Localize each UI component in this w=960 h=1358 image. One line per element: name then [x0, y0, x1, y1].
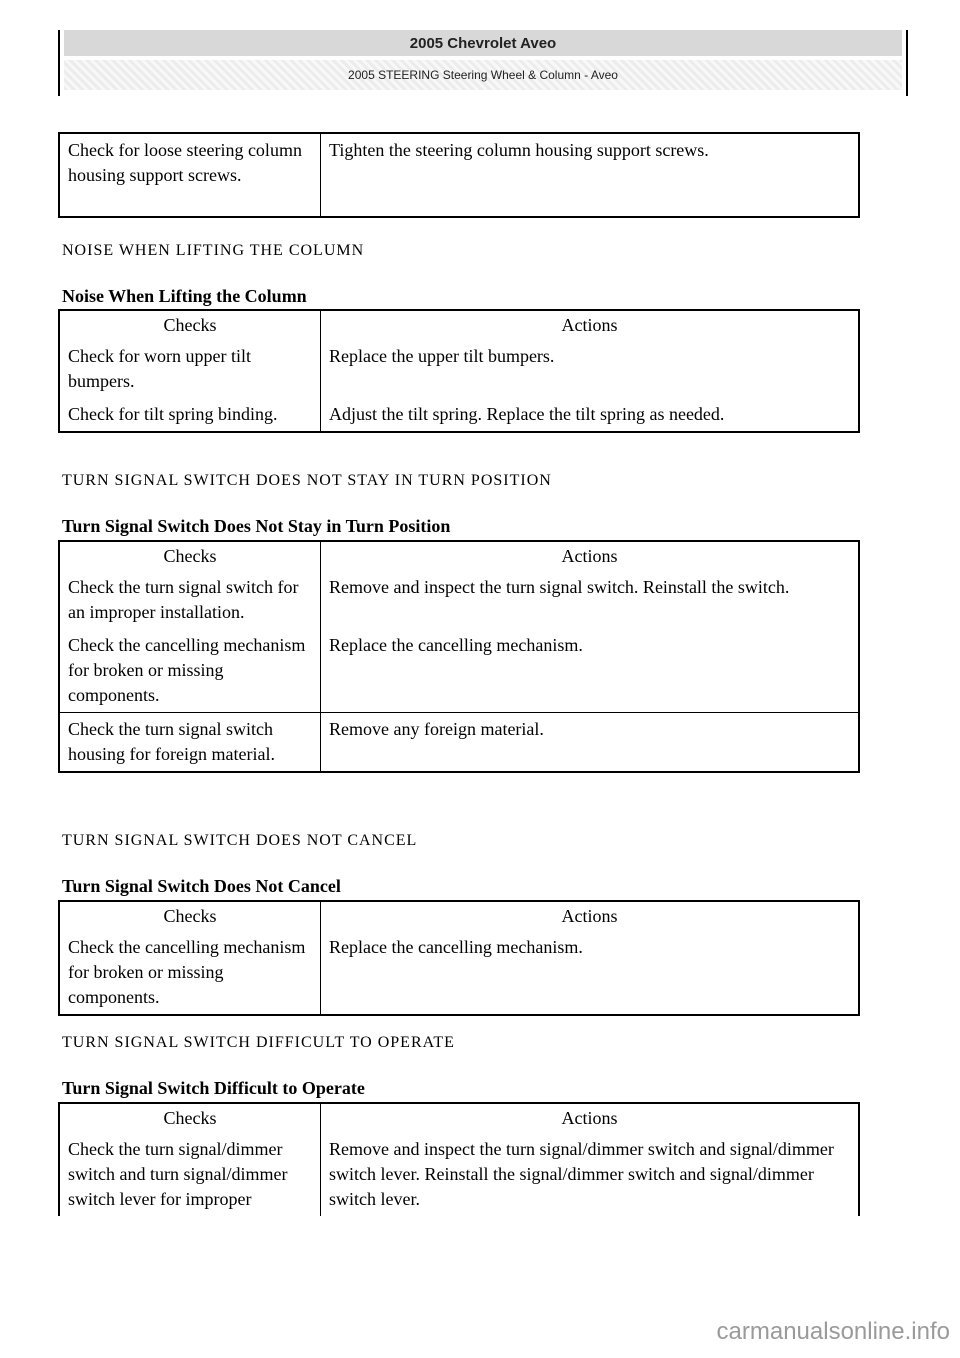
col-header-actions: Actions	[561, 1108, 618, 1128]
action-cell: Remove and inspect the turn signal switch. Reinstall the switch.	[329, 577, 790, 597]
table-row	[59, 713, 859, 773]
section-heading: TURN SIGNAL SWITCH DOES NOT CANCEL	[62, 832, 418, 849]
table-loose-screws	[58, 132, 860, 218]
document-title: 2005 Chevrolet Aveo	[64, 30, 902, 56]
table-caption: Turn Signal Switch Difficult to Operate	[62, 1078, 365, 1098]
col-header-actions: Actions	[561, 546, 618, 566]
table-turn-signal-stay	[58, 540, 860, 773]
section-heading: TURN SIGNAL SWITCH DIFFICULT TO OPERATE	[62, 1034, 455, 1051]
check-cell: Check the turn signal/dimmer switch and turn signal/dimmer switch lever for improper	[59, 1133, 321, 1216]
action-cell: Tighten the steering column housing support screws.	[329, 140, 709, 160]
col-header-actions: Actions	[561, 315, 618, 335]
action-cell: Remove and inspect the turn signal/dimmer switch and signal/dimmer switch lever. Reinstall the signal/dimmer switch and signal/dimmer switch lever.	[329, 1139, 834, 1209]
table-caption: Turn Signal Switch Does Not Cancel	[62, 876, 341, 896]
table-header-row	[59, 310, 859, 340]
table-turn-signal-cancel	[58, 900, 860, 1016]
action-cell: Replace the cancelling mechanism.	[329, 937, 583, 957]
table-caption: Turn Signal Switch Does Not Stay in Turn Position	[62, 516, 451, 536]
check-cell: Check the turn signal switch housing for foreign material.	[59, 713, 321, 773]
check-cell: Check the cancelling mechanism for broken or missing components.	[59, 629, 321, 713]
check-cell: Check for worn upper tilt bumpers.	[59, 340, 321, 398]
action-cell: Remove any foreign material.	[321, 713, 860, 773]
table-noise-lifting	[58, 309, 860, 433]
table-row	[59, 1133, 859, 1216]
action-cell: Replace the upper tilt bumpers.	[329, 346, 555, 366]
action-cell: Adjust the tilt spring. Replace the tilt spring as needed.	[329, 404, 725, 424]
col-header-checks: Checks	[59, 901, 321, 931]
table-row	[59, 571, 859, 629]
table-row	[59, 398, 859, 432]
table-row	[59, 629, 859, 713]
col-header-actions: Actions	[561, 906, 618, 926]
check-cell: Check for loose steering column housing support screws.	[59, 133, 321, 217]
check-cell: Check the turn signal switch for an improper installation.	[59, 571, 321, 629]
table-row	[59, 340, 859, 398]
table-header-row	[59, 1103, 859, 1133]
section-heading: NOISE WHEN LIFTING THE COLUMN	[62, 242, 365, 259]
table-caption: Noise When Lifting the Column	[62, 286, 307, 306]
table-row	[59, 133, 859, 217]
document-subtitle: 2005 STEERING Steering Wheel & Column - Aveo	[64, 60, 902, 90]
section-heading: TURN SIGNAL SWITCH DOES NOT STAY IN TURN POSITION	[62, 472, 552, 489]
col-header-checks: Checks	[59, 310, 321, 340]
table-header-row	[59, 901, 859, 931]
table-turn-signal-difficult	[58, 1102, 860, 1216]
table-row	[59, 931, 859, 1015]
watermark-text: carmanualsonline.info	[716, 1318, 950, 1345]
check-cell: Check the cancelling mechanism for broken or missing components.	[59, 931, 321, 1015]
check-cell: Check for tilt spring binding.	[59, 398, 321, 432]
col-header-checks: Checks	[59, 1103, 321, 1133]
col-header-checks: Checks	[59, 541, 321, 571]
action-cell: Replace the cancelling mechanism.	[329, 635, 583, 655]
page-header	[58, 30, 908, 96]
table-header-row	[59, 541, 859, 571]
